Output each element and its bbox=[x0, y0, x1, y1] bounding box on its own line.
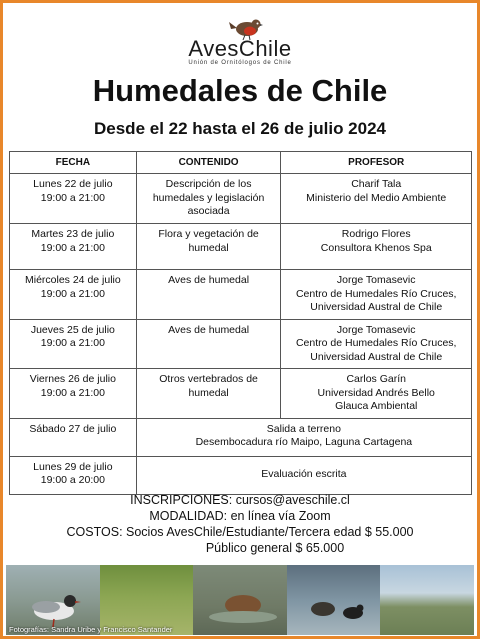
ducks-photo bbox=[287, 565, 381, 635]
time-text: 19:00 a 21:00 bbox=[40, 337, 105, 349]
page-subtitle: Desde el 22 hasta el 26 de julio 2024 bbox=[94, 119, 386, 138]
table-row bbox=[10, 418, 472, 456]
content-cell: Flora y vegetación de humedal bbox=[136, 224, 281, 270]
content-cell: Aves de humedal bbox=[136, 270, 281, 320]
activity-text: Salida a terreno bbox=[266, 422, 341, 435]
schedule-table bbox=[9, 151, 472, 495]
time-text: 19:00 a 21:00 bbox=[40, 287, 105, 300]
lagoon-photo bbox=[380, 565, 474, 635]
coypu-photo bbox=[193, 565, 287, 635]
page-title: Humedales de Chile bbox=[92, 73, 388, 108]
merged-cell bbox=[136, 418, 471, 456]
teacher-affiliation: Ministerio del Medio Ambiente bbox=[306, 191, 447, 204]
date-cell bbox=[10, 174, 137, 224]
coot-icon bbox=[287, 565, 381, 635]
coypu-icon bbox=[193, 565, 287, 635]
teacher-cell bbox=[281, 270, 472, 320]
date-cell bbox=[10, 319, 137, 369]
table-row bbox=[10, 224, 472, 270]
time-text: 19:00 a 21:00 bbox=[40, 191, 105, 204]
date-text: Lunes 29 de julio bbox=[33, 460, 113, 473]
table-row bbox=[10, 270, 472, 320]
time-text: 19:00 a 21:00 bbox=[40, 386, 105, 399]
teacher-affiliation: Centro de Humedales Río Cruces, Universidad Austral de Chile bbox=[295, 287, 457, 313]
merged-cell: Evaluación escrita bbox=[136, 456, 471, 494]
teacher-name: Carlos Garín bbox=[346, 373, 406, 385]
teacher-affiliation: Centro de Humedales Río Cruces, Universidad Austral de Chile bbox=[295, 337, 457, 363]
header-contenido: CONTENIDO bbox=[136, 152, 281, 174]
date-text: Martes 23 de julio bbox=[31, 228, 115, 240]
teacher-affiliation: Consultora Khenos Spa bbox=[320, 241, 432, 254]
time-text: 19:00 a 21:00 bbox=[40, 241, 105, 254]
content-cell: Aves de humedal bbox=[136, 319, 281, 369]
table-row bbox=[10, 319, 472, 369]
date-cell bbox=[10, 270, 137, 320]
teacher-name: Jorge Tomasevic bbox=[336, 323, 416, 336]
location-text: Desembocadura río Maipo, Laguna Cartagena bbox=[195, 436, 413, 448]
date-text: Miércoles 24 de julio bbox=[25, 274, 121, 286]
date-cell bbox=[10, 224, 137, 270]
date-cell bbox=[10, 456, 137, 494]
teacher-cell bbox=[281, 369, 472, 419]
logo-name: AvesChile bbox=[188, 36, 292, 61]
logo-subtitle: Unión de Ornitólogos de Chile bbox=[188, 60, 292, 66]
header-fecha: FECHA bbox=[10, 152, 137, 174]
inscripciones-text: INSCRIPCIONES: cursos@aveschile.cl bbox=[130, 493, 350, 507]
date-text: Lunes 22 de julio bbox=[33, 178, 113, 190]
time-text: 19:00 a 20:00 bbox=[40, 474, 105, 486]
date-text: Jueves 25 de julio bbox=[30, 323, 115, 336]
table-row bbox=[10, 369, 472, 419]
costos-text: COSTOS: Socios AvesChile/Estudiante/Tercera edad $ 55.000 bbox=[66, 525, 414, 539]
teacher-name: Charif Tala bbox=[351, 178, 402, 190]
header-profesor: PROFESOR bbox=[281, 152, 472, 174]
teacher-cell bbox=[281, 319, 472, 369]
table-row bbox=[10, 174, 472, 224]
info-block bbox=[3, 492, 477, 556]
teacher-name: Jorge Tomasevic bbox=[336, 274, 416, 286]
content-cell: Otros vertebrados de humedal bbox=[136, 369, 281, 419]
date-cell bbox=[10, 369, 137, 419]
teacher-cell bbox=[281, 224, 472, 270]
publico-text: Público general $ 65.000 bbox=[205, 541, 345, 555]
photo-credit: Fotografías: Sandra Uribe y Francisco Santander bbox=[9, 625, 173, 634]
date-cell: Sábado 27 de julio bbox=[10, 418, 137, 456]
date-text: Viernes 26 de julio bbox=[29, 373, 116, 385]
content-cell: Descripción de los humedales y legislación asociada bbox=[136, 174, 281, 224]
teacher-affiliation-2: Glauca Ambiental bbox=[335, 400, 418, 412]
teacher-cell bbox=[281, 174, 472, 224]
table-row bbox=[10, 456, 472, 494]
table-header-row bbox=[10, 152, 472, 174]
teacher-name: Rodrigo Flores bbox=[341, 228, 411, 240]
modalidad-text: MODALIDAD: en línea vía Zoom bbox=[149, 509, 331, 523]
teacher-affiliation: Universidad Andrés Bello bbox=[317, 386, 435, 399]
